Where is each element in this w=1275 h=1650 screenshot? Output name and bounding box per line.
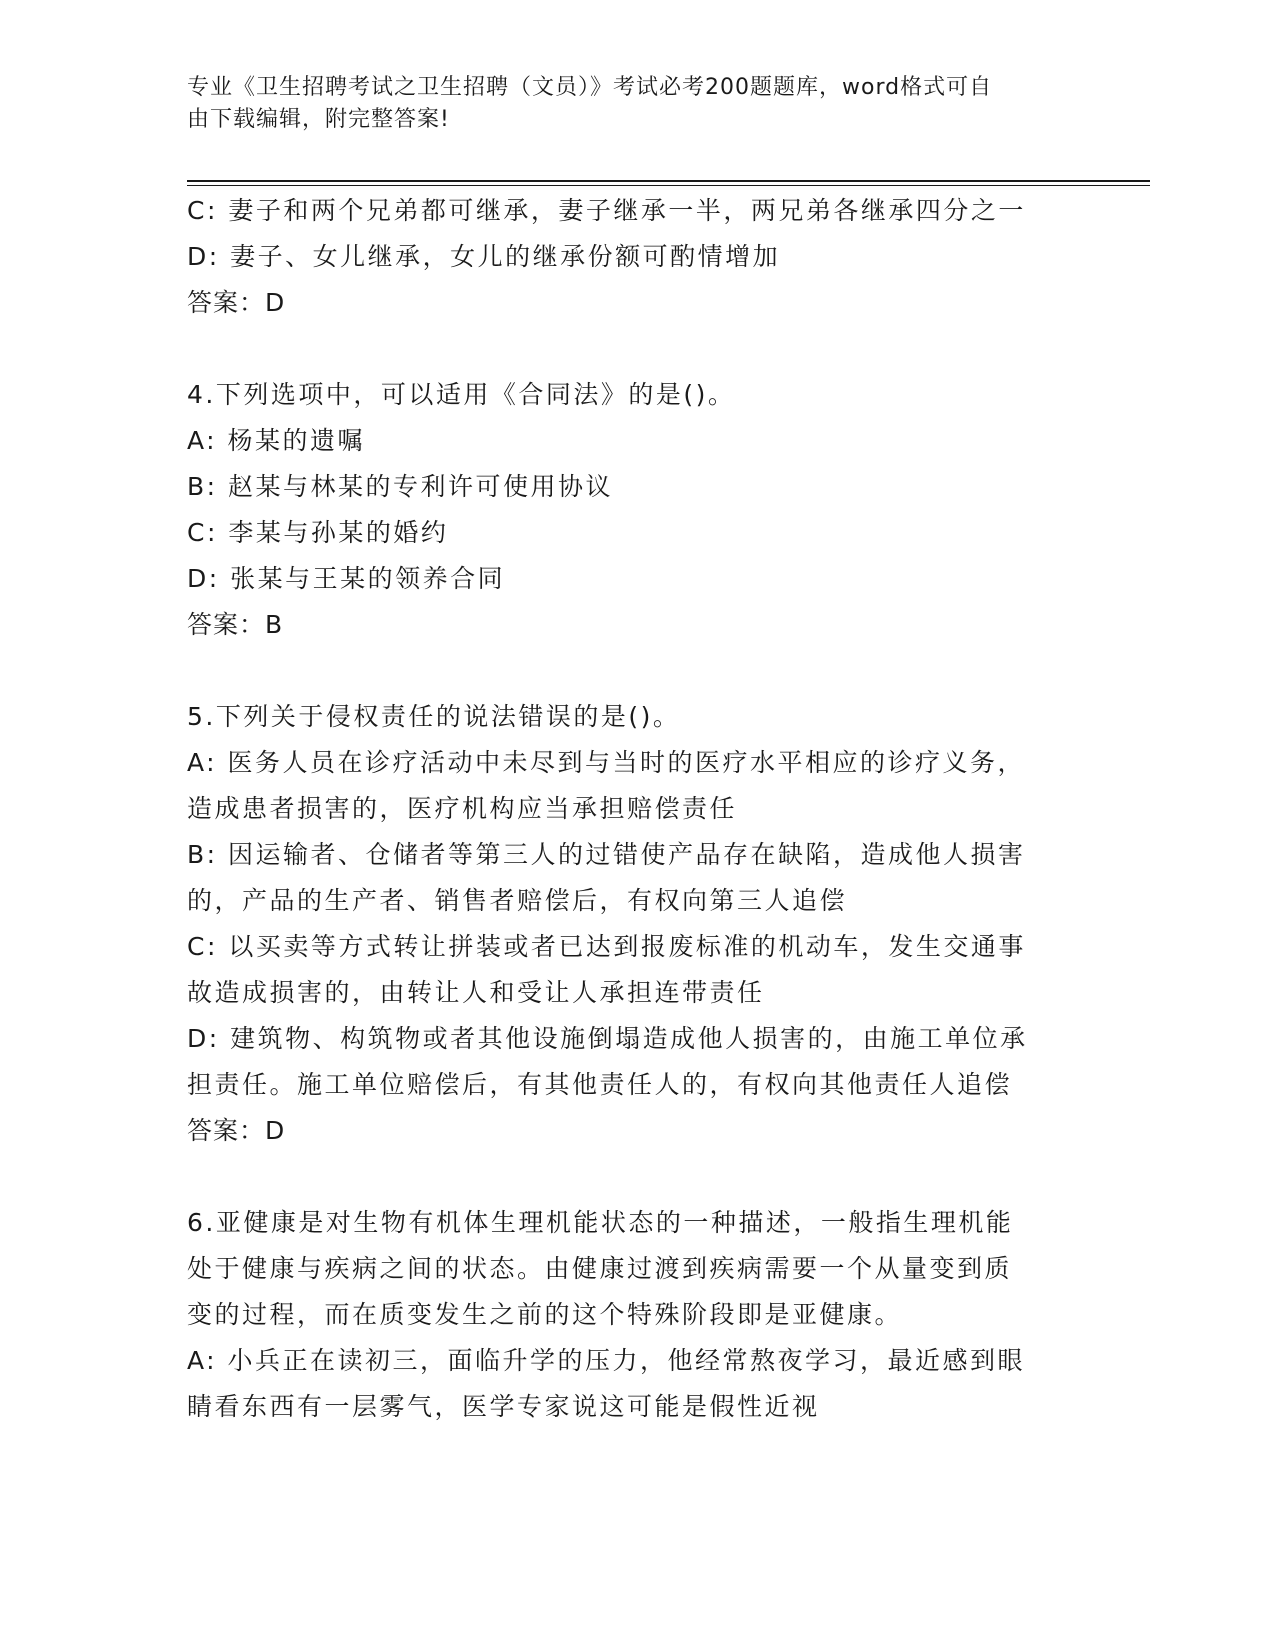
q5-option-b-line-1: B: 因运输者、仓储者等第三人的过错使产品存在缺陷，造成他人损害 [187,840,1026,869]
q4-stem: 4.下列选项中，可以适用《合同法》的是()。 [187,380,736,409]
question-3-block [187,188,1087,326]
header-divider-thin [187,185,1150,186]
q6-stem-line-1: 6.亚健康是对生物有机体生理机能状态的一种描述，一般指生理机能 [187,1208,1014,1237]
q6-option-a-line-1: A: 小兵正在读初三，面临升学的压力，他经常熬夜学习，最近感到眼 [187,1346,1026,1375]
header-line-1: 专业《卫生招聘考试之卫生招聘（文员）》考试必考200题题库，word格式可自 [187,75,993,100]
q5-answer: 答案：D [187,1116,286,1145]
q5-option-d-line-1: D: 建筑物、构筑物或者其他设施倒塌造成他人损害的，由施工单位承 [187,1024,1028,1053]
q5-option-d-line-2: 担责任。施工单位赔偿后，有其他责任人的，有权向其他责任人追偿 [187,1070,1013,1099]
question-6-block [187,1200,1087,1430]
question-4-block [187,372,1087,648]
q4-option-d: D: 张某与王某的领养合同 [187,564,506,593]
q4-option-b: B: 赵某与林某的专利许可使用协议 [187,472,614,501]
q6-option-a-line-2: 睛看东西有一层雾气，医学专家说这可能是假性近视 [187,1392,820,1421]
q4-option-a: A: 杨某的遗嘱 [187,426,366,455]
q6-stem-line-3: 变的过程，而在质变发生之前的这个特殊阶段即是亚健康。 [187,1300,903,1329]
q6-stem-line-2: 处于健康与疾病之间的状态。由健康过渡到疾病需要一个从量变到质 [187,1254,1013,1283]
spacer [187,326,1087,372]
q5-option-b-line-2: 的，产品的生产者、销售者赔偿后，有权向第三人追偿 [187,886,848,915]
q5-option-c-line-1: C: 以买卖等方式转让拼装或者已达到报废标准的机动车，发生交通事 [187,932,1026,961]
document-header [187,72,1067,136]
q3-option-c: C: 妻子和两个兄弟都可继承，妻子继承一半，两兄弟各继承四分之一 [187,196,1026,225]
spacer [187,648,1087,694]
document-body [187,188,1087,1430]
question-5-block [187,694,1087,1154]
header-line-2: 由下载编辑，附完整答案! [187,107,450,132]
q4-option-c: C: 李某与孙某的婚约 [187,518,449,547]
spacer [187,1154,1087,1200]
q5-stem: 5.下列关于侵权责任的说法错误的是()。 [187,702,681,731]
header-divider-thick [187,180,1150,182]
q3-option-d: D: 妻子、女儿继承，女儿的继承份额可酌情增加 [187,242,781,271]
q5-option-a-line-1: A: 医务人员在诊疗活动中未尽到与当时的医疗水平相应的诊疗义务， [187,748,1026,777]
q4-answer: 答案：B [187,610,284,639]
q3-answer: 答案：D [187,288,286,317]
q5-option-a-line-2: 造成患者损害的，医疗机构应当承担赔偿责任 [187,794,738,823]
q5-option-c-line-2: 故造成损害的，由转让人和受让人承担连带责任 [187,978,765,1007]
